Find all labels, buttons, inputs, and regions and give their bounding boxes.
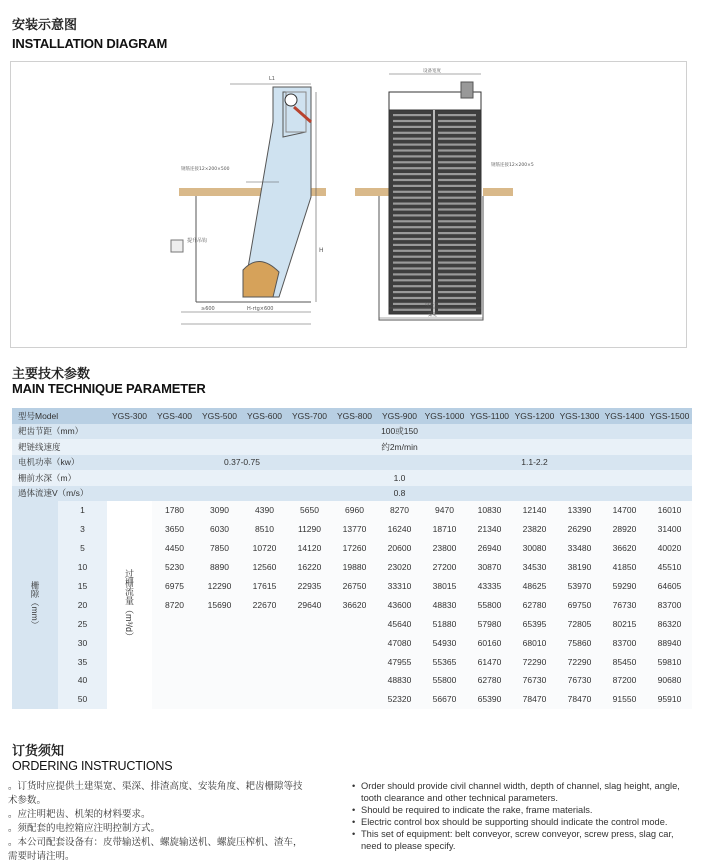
gear-note: 钢筋连接12×200×500 bbox=[181, 167, 230, 172]
grid-bar bbox=[393, 208, 431, 210]
grid-bar bbox=[438, 197, 476, 199]
flow-cell bbox=[197, 614, 242, 633]
flow-cell bbox=[332, 614, 377, 633]
flow-row bbox=[12, 501, 692, 520]
grid-bar bbox=[393, 214, 431, 216]
grid-bar bbox=[393, 220, 431, 222]
flow-cell: 8720 bbox=[152, 595, 197, 614]
gap-value: 40 bbox=[58, 671, 107, 690]
ordering-item-cn: 。应注明耙齿、机架的材料要求。 bbox=[8, 809, 151, 820]
grid-bar bbox=[438, 250, 476, 252]
flow-cell: 43335 bbox=[467, 577, 512, 596]
flow-cell: 8510 bbox=[242, 520, 287, 539]
grid-bar bbox=[438, 220, 476, 222]
model-header: YGS-1000 bbox=[422, 408, 467, 424]
flow-cell: 15690 bbox=[197, 595, 242, 614]
grid-bar bbox=[393, 250, 431, 252]
flow-cell: 68010 bbox=[512, 633, 557, 652]
gap-value: 3 bbox=[58, 520, 107, 539]
model-header: YGS-600 bbox=[242, 408, 287, 424]
depth-row-label: 栅前水深（m） bbox=[12, 470, 107, 486]
flow-cell: 6975 bbox=[152, 577, 197, 596]
flow-cell bbox=[332, 690, 377, 709]
flow-cell bbox=[152, 671, 197, 690]
grid-bar bbox=[438, 238, 476, 240]
flow-cell: 23800 bbox=[422, 539, 467, 558]
flow-cell: 9470 bbox=[422, 501, 467, 520]
grid-bar bbox=[393, 144, 431, 146]
bottom-sprocket bbox=[243, 261, 279, 297]
ordering-item-cn: 。须配套的电控箱应注明控制方式。 bbox=[8, 823, 161, 834]
velocity-row bbox=[12, 486, 692, 502]
ordering-list-en bbox=[352, 780, 692, 852]
ordering-title-cn: 订货须知 bbox=[12, 744, 65, 759]
flow-cell: 56670 bbox=[422, 690, 467, 709]
flow-cell: 23820 bbox=[512, 520, 557, 539]
model-header: YGS-300 bbox=[107, 408, 152, 424]
model-header: YGS-1400 bbox=[602, 408, 647, 424]
flow-cell: 16220 bbox=[287, 558, 332, 577]
installation-diagram bbox=[10, 61, 687, 348]
flow-cell: 41850 bbox=[602, 558, 647, 577]
flow-cell bbox=[287, 652, 332, 671]
flow-cell: 72805 bbox=[557, 614, 602, 633]
grid-bar bbox=[438, 173, 476, 175]
grid-bar bbox=[393, 114, 431, 116]
ordering-item-en: • Should be required to indicate the rake, frame materials. bbox=[352, 804, 692, 816]
grid-bar bbox=[438, 244, 476, 246]
flow-cell: 47955 bbox=[377, 652, 422, 671]
grid-bar bbox=[438, 191, 476, 193]
grid-bar bbox=[393, 191, 431, 193]
flow-cell: 17260 bbox=[332, 539, 377, 558]
gap-value: 1 bbox=[58, 501, 107, 520]
flow-cell: 16010 bbox=[647, 501, 692, 520]
flow-cell: 17615 bbox=[242, 577, 287, 596]
flow-cell: 5650 bbox=[287, 501, 332, 520]
flow-cell: 4450 bbox=[152, 539, 197, 558]
flow-cell bbox=[332, 652, 377, 671]
flow-cell bbox=[152, 633, 197, 652]
front-top-label: 设备宽度 bbox=[423, 69, 441, 74]
grid-bar bbox=[393, 167, 431, 169]
flow-cell bbox=[152, 690, 197, 709]
model-header: YGS-800 bbox=[332, 408, 377, 424]
flow-cell: 83700 bbox=[647, 595, 692, 614]
flow-cell: 3090 bbox=[197, 501, 242, 520]
speed-row-label: 耙链线速度 bbox=[12, 439, 107, 455]
flow-cell: 10830 bbox=[467, 501, 512, 520]
front-bottom-label-2: 渠宽 bbox=[428, 313, 437, 318]
grid-bar bbox=[438, 126, 476, 128]
pitch-row-value: 100或150 bbox=[107, 424, 692, 440]
flow-cell: 43600 bbox=[377, 595, 422, 614]
flow-cell: 76730 bbox=[602, 595, 647, 614]
grid-bar bbox=[393, 232, 431, 234]
grid-bar bbox=[393, 273, 431, 275]
flow-cell: 26750 bbox=[332, 577, 377, 596]
height-label: H bbox=[319, 247, 324, 254]
flow-cell: 31400 bbox=[647, 520, 692, 539]
flow-cell: 27200 bbox=[422, 558, 467, 577]
grid-bar bbox=[393, 197, 431, 199]
installation-title-cn: 安装示意图 bbox=[12, 18, 78, 33]
velocity-row-label: 過体流速V（m/s） bbox=[12, 486, 107, 502]
grid-bar bbox=[438, 203, 476, 205]
flow-cell bbox=[332, 671, 377, 690]
flow-cell: 48625 bbox=[512, 577, 557, 596]
flow-cell: 30080 bbox=[512, 539, 557, 558]
flow-cell: 13770 bbox=[332, 520, 377, 539]
flow-cell: 14700 bbox=[602, 501, 647, 520]
model-header: YGS-1300 bbox=[557, 408, 602, 424]
grid-bar bbox=[438, 273, 476, 275]
parameter-title-cn: 主要技术参数 bbox=[12, 367, 91, 382]
flow-cell: 36620 bbox=[602, 539, 647, 558]
flow-cell: 80215 bbox=[602, 614, 647, 633]
flow-cell: 48830 bbox=[377, 671, 422, 690]
parameter-table bbox=[12, 408, 692, 709]
flow-cell: 18710 bbox=[422, 520, 467, 539]
diagram-drawing bbox=[11, 62, 688, 349]
model-header: YGS-1500 bbox=[647, 408, 692, 424]
pitch-row-label: 耙齿节距（mm） bbox=[12, 424, 107, 440]
grid-bar bbox=[393, 155, 431, 157]
pitch-row bbox=[12, 424, 692, 440]
flow-cell: 14120 bbox=[287, 539, 332, 558]
ordering-item-cn: 术参数。 bbox=[8, 795, 47, 806]
flow-cell: 78470 bbox=[512, 690, 557, 709]
flow-cell bbox=[197, 652, 242, 671]
grid-bar bbox=[393, 132, 431, 134]
gap-value: 25 bbox=[58, 614, 107, 633]
flow-cell: 7850 bbox=[197, 539, 242, 558]
grid-bar bbox=[393, 244, 431, 246]
gap-side-label bbox=[12, 501, 58, 709]
flow-cell bbox=[152, 614, 197, 633]
flow-cell: 85450 bbox=[602, 652, 647, 671]
flow-cell: 48830 bbox=[422, 595, 467, 614]
flow-cell: 1780 bbox=[152, 501, 197, 520]
flow-cell: 75860 bbox=[557, 633, 602, 652]
flow-cell bbox=[242, 633, 287, 652]
flow-cell: 21340 bbox=[467, 520, 512, 539]
installation-title-en: INSTALLATION DIAGRAM bbox=[12, 36, 168, 51]
flow-cell: 90680 bbox=[647, 671, 692, 690]
ordering-item-cn: 。本公司配套设备有：皮带输送机、螺旋输送机、螺旋压榨机、渣车， bbox=[8, 837, 303, 848]
grid-bar bbox=[393, 262, 431, 264]
flow-cell: 26290 bbox=[557, 520, 602, 539]
grid-bar bbox=[393, 238, 431, 240]
flow-cell: 72290 bbox=[512, 652, 557, 671]
model-header: YGS-1100 bbox=[467, 408, 512, 424]
grid-bar bbox=[438, 114, 476, 116]
flow-cell: 47080 bbox=[377, 633, 422, 652]
model-header: YGS-1200 bbox=[512, 408, 557, 424]
top-dim-label: L1 bbox=[269, 76, 275, 82]
ordering-item-en: • This set of equipment: belt conveyor, screw conveyor, screw press, slag car, need to please specify. bbox=[352, 828, 692, 852]
flow-cell bbox=[197, 633, 242, 652]
grid-bar bbox=[393, 309, 431, 311]
flow-cell: 12560 bbox=[242, 558, 287, 577]
grid-bar bbox=[438, 309, 476, 311]
flow-cell: 55800 bbox=[467, 595, 512, 614]
power-value-large: 1.1-2.2 bbox=[377, 455, 692, 471]
grid-bar bbox=[438, 303, 476, 305]
flow-cell: 86320 bbox=[647, 614, 692, 633]
power-value-small: 0.37-0.75 bbox=[107, 455, 377, 471]
flow-cell: 87200 bbox=[602, 671, 647, 690]
flow-cell bbox=[152, 652, 197, 671]
flow-cell bbox=[197, 690, 242, 709]
flow-cell: 91550 bbox=[602, 690, 647, 709]
model-header: YGS-900 bbox=[377, 408, 422, 424]
grid-bar bbox=[438, 297, 476, 299]
flow-cell: 65390 bbox=[467, 690, 512, 709]
model-header: YGS-700 bbox=[287, 408, 332, 424]
left-dim-label: ≥600 bbox=[201, 306, 215, 312]
grid-bar bbox=[438, 285, 476, 287]
flow-cell: 30870 bbox=[467, 558, 512, 577]
grid-bar bbox=[393, 149, 431, 151]
grid-bar bbox=[438, 149, 476, 151]
flow-cell: 38190 bbox=[557, 558, 602, 577]
flow-cell: 76730 bbox=[512, 671, 557, 690]
grid-bar bbox=[438, 138, 476, 140]
depth-row-value: 1.0 bbox=[107, 470, 692, 486]
flow-cell bbox=[242, 690, 287, 709]
flow-cell: 3650 bbox=[152, 520, 197, 539]
flow-cell: 59290 bbox=[602, 577, 647, 596]
gap-value: 15 bbox=[58, 577, 107, 596]
grid-bar bbox=[438, 155, 476, 157]
flow-cell: 95910 bbox=[647, 690, 692, 709]
flow-cell: 22670 bbox=[242, 595, 287, 614]
grid-bar bbox=[438, 144, 476, 146]
parameter-title-en: MAIN TECHNIQUE PARAMETER bbox=[12, 381, 206, 396]
depth-row bbox=[12, 470, 692, 486]
flow-cell: 4390 bbox=[242, 501, 287, 520]
flow-cell: 26940 bbox=[467, 539, 512, 558]
ordering-item-cn: 。订货时应提供土建渠宽、渠深、排渣高度、安装角度、耙齿栅隙等技 bbox=[8, 781, 303, 792]
grid-bar bbox=[438, 214, 476, 216]
flow-cell bbox=[287, 633, 332, 652]
flow-cell: 51880 bbox=[422, 614, 467, 633]
flow-cell bbox=[287, 614, 332, 633]
grid-bar bbox=[438, 267, 476, 269]
flow-cell: 6030 bbox=[197, 520, 242, 539]
grid-bar bbox=[438, 262, 476, 264]
flow-cell: 62780 bbox=[467, 671, 512, 690]
flow-cell: 72290 bbox=[557, 652, 602, 671]
grid-bar bbox=[438, 291, 476, 293]
flow-cell: 38015 bbox=[422, 577, 467, 596]
grid-bar bbox=[438, 185, 476, 187]
grid-bar bbox=[393, 267, 431, 269]
model-header: YGS-400 bbox=[152, 408, 197, 424]
grid-bar bbox=[438, 226, 476, 228]
ordering-list-cn bbox=[8, 780, 340, 864]
grid-bar bbox=[393, 173, 431, 175]
lift-label: 提升吊钩 bbox=[187, 238, 208, 244]
speed-row bbox=[12, 439, 692, 455]
flow-side-label: 过栅流量（m³/d） bbox=[107, 501, 152, 709]
grid-bar bbox=[393, 256, 431, 258]
grid-bar bbox=[393, 297, 431, 299]
flow-cell: 60160 bbox=[467, 633, 512, 652]
flow-cell: 45640 bbox=[377, 614, 422, 633]
flow-cell: 78470 bbox=[557, 690, 602, 709]
flow-cell: 61470 bbox=[467, 652, 512, 671]
gap-value: 50 bbox=[58, 690, 107, 709]
flow-cell: 5230 bbox=[152, 558, 197, 577]
flow-cell: 55365 bbox=[422, 652, 467, 671]
grid-bar bbox=[438, 179, 476, 181]
grid-bar bbox=[438, 232, 476, 234]
flow-cell bbox=[332, 633, 377, 652]
gap-label: 栅隙（mm） bbox=[30, 580, 40, 629]
grid-bar bbox=[393, 126, 431, 128]
power-label: 电机功率（kw） bbox=[12, 455, 107, 471]
grid-bar bbox=[393, 226, 431, 228]
grid-bar bbox=[438, 208, 476, 210]
grid-bar bbox=[438, 279, 476, 281]
gap-value: 30 bbox=[58, 633, 107, 652]
flow-cell: 59810 bbox=[647, 652, 692, 671]
flow-cell: 16240 bbox=[377, 520, 422, 539]
flow-cell: 13390 bbox=[557, 501, 602, 520]
flow-cell: 57980 bbox=[467, 614, 512, 633]
flow-cell: 69750 bbox=[557, 595, 602, 614]
flow-cell: 62780 bbox=[512, 595, 557, 614]
flow-cell: 83700 bbox=[602, 633, 647, 652]
model-row bbox=[12, 408, 692, 424]
flow-cell: 12290 bbox=[197, 577, 242, 596]
flow-cell: 76730 bbox=[557, 671, 602, 690]
model-header: YGS-500 bbox=[197, 408, 242, 424]
grid-bar bbox=[438, 256, 476, 258]
flow-cell: 33480 bbox=[557, 539, 602, 558]
flow-cell: 64605 bbox=[647, 577, 692, 596]
velocity-row-value: 0.8 bbox=[107, 486, 692, 502]
flow-cell: 34530 bbox=[512, 558, 557, 577]
side-note: 钢筋连接12×200×5 bbox=[491, 163, 534, 168]
ordering-item-cn: 需要时请注明。 bbox=[8, 851, 75, 862]
flow-cell: 11290 bbox=[287, 520, 332, 539]
gap-value: 10 bbox=[58, 558, 107, 577]
flow-cell: 19880 bbox=[332, 558, 377, 577]
grid-bar bbox=[393, 291, 431, 293]
power-row bbox=[12, 455, 692, 471]
gap-value: 5 bbox=[58, 539, 107, 558]
front-bottom-label-1: 设备宽 bbox=[425, 303, 439, 308]
grid-bar bbox=[393, 285, 431, 287]
ordering-item-en: • Electric control box should be supporting should indicate the control mode. bbox=[352, 816, 692, 828]
flow-cell: 45510 bbox=[647, 558, 692, 577]
speed-row-value: 约2m/min bbox=[107, 439, 692, 455]
flow-cell: 10720 bbox=[242, 539, 287, 558]
grid-bar bbox=[393, 279, 431, 281]
flow-cell: 54930 bbox=[422, 633, 467, 652]
flow-cell: 65395 bbox=[512, 614, 557, 633]
flow-cell: 8890 bbox=[197, 558, 242, 577]
grid-bar bbox=[393, 179, 431, 181]
grid-bar bbox=[438, 161, 476, 163]
flow-cell: 52320 bbox=[377, 690, 422, 709]
grid-bar bbox=[393, 203, 431, 205]
grid-bar bbox=[438, 132, 476, 134]
flow-cell: 22935 bbox=[287, 577, 332, 596]
bottom-dim-label: H-rtg×600 bbox=[247, 306, 274, 312]
flow-cell bbox=[242, 652, 287, 671]
flow-cell: 33310 bbox=[377, 577, 422, 596]
grid-bar bbox=[393, 161, 431, 163]
gap-value: 35 bbox=[58, 652, 107, 671]
flow-cell bbox=[287, 690, 332, 709]
flow-cell: 28920 bbox=[602, 520, 647, 539]
grid-bar bbox=[438, 120, 476, 122]
flow-cell: 88940 bbox=[647, 633, 692, 652]
flow-cell: 6960 bbox=[332, 501, 377, 520]
flow-cell bbox=[242, 671, 287, 690]
flow-cell: 8270 bbox=[377, 501, 422, 520]
flow-cell: 53970 bbox=[557, 577, 602, 596]
grid-bar bbox=[393, 185, 431, 187]
grid-bar bbox=[393, 138, 431, 140]
flow-cell: 12140 bbox=[512, 501, 557, 520]
flow-cell: 20600 bbox=[377, 539, 422, 558]
grid-bar bbox=[393, 120, 431, 122]
flow-cell: 40020 bbox=[647, 539, 692, 558]
flow-cell: 36620 bbox=[332, 595, 377, 614]
gap-value: 20 bbox=[58, 595, 107, 614]
model-label: 型号Model bbox=[12, 408, 107, 424]
ordering-title-en: ORDERING INSTRUCTIONS bbox=[12, 759, 173, 773]
ordering-item-en: • Order should provide civil channel width, depth of channel, slag height, angle, tooth clearance and other technical parameters. bbox=[352, 780, 692, 804]
flow-cell: 29640 bbox=[287, 595, 332, 614]
flow-cell bbox=[197, 671, 242, 690]
grid-bar bbox=[438, 167, 476, 169]
flow-cell bbox=[287, 671, 332, 690]
flow-cell bbox=[242, 614, 287, 633]
flow-cell: 23020 bbox=[377, 558, 422, 577]
flow-cell: 55800 bbox=[422, 671, 467, 690]
